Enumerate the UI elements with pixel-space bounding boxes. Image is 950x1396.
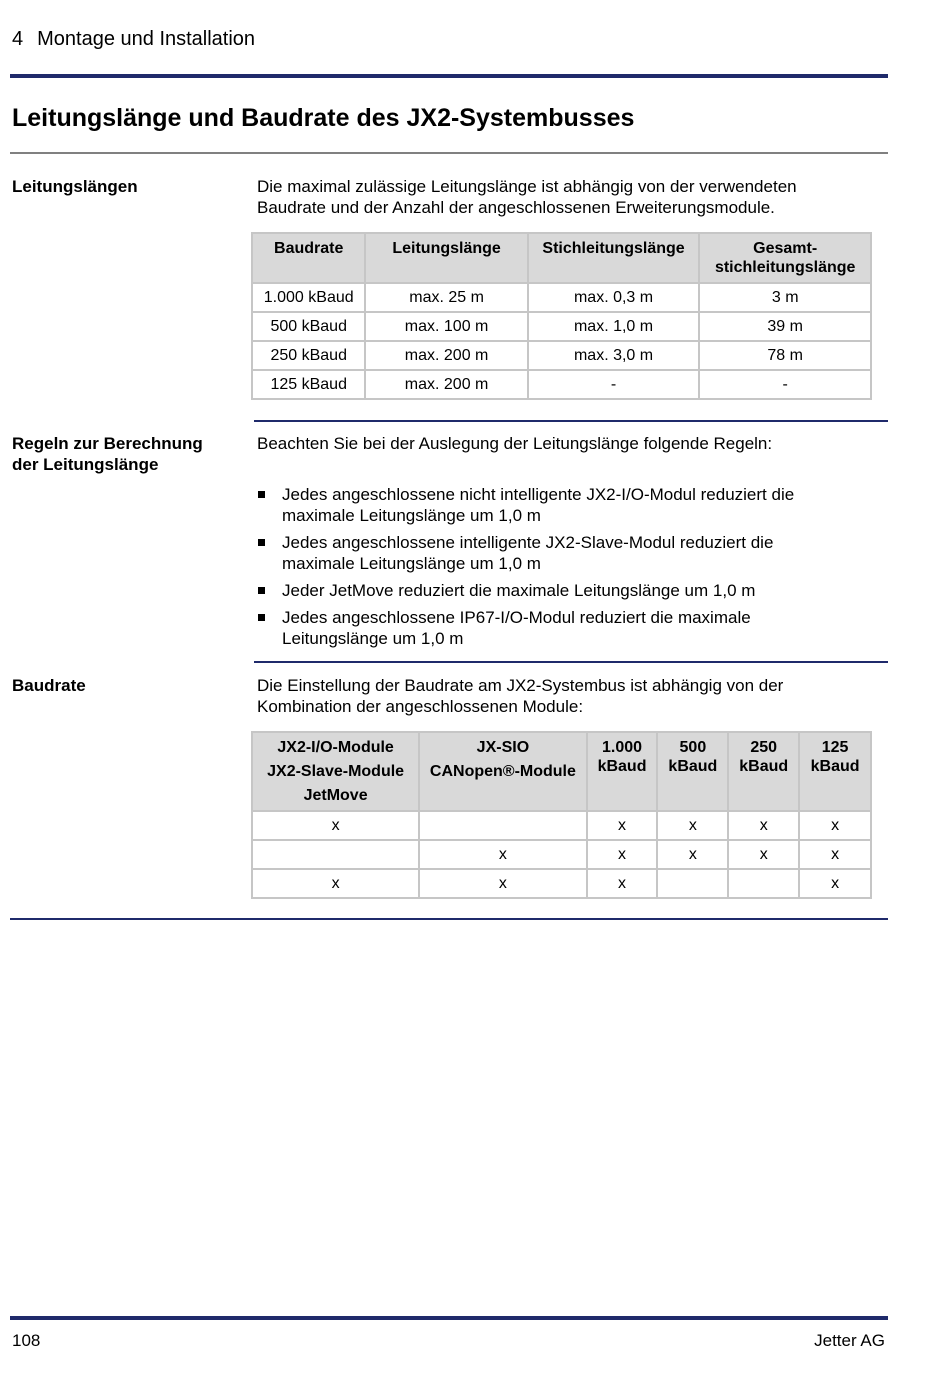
baudrate-text bbox=[257, 675, 877, 717]
header-line: CANopen®-Module bbox=[429, 763, 576, 780]
table-cell: - bbox=[699, 370, 871, 399]
header-line: JetMove bbox=[303, 787, 368, 804]
chapter-title: Montage und Installation bbox=[37, 28, 256, 50]
chapter-number: 4 bbox=[12, 28, 24, 50]
table-cell: x bbox=[587, 840, 658, 869]
table-cell: x bbox=[799, 869, 871, 898]
baudrate-table bbox=[251, 731, 872, 899]
table-cell: x bbox=[799, 811, 871, 840]
table-header-row bbox=[252, 233, 871, 283]
table-row bbox=[252, 370, 871, 399]
table-row bbox=[252, 840, 871, 869]
header-cell bbox=[419, 732, 586, 811]
footer-rule bbox=[10, 1316, 888, 1320]
text-line: Baudrate und der Anzahl der angeschlossenen Erweiterungsmodule. bbox=[257, 198, 775, 217]
table-cell: max. 100 m bbox=[365, 312, 527, 341]
header-line: kBaud bbox=[739, 758, 789, 775]
header-cell: Baudrate bbox=[252, 233, 365, 283]
header-line: 125 bbox=[821, 739, 849, 756]
item-line: Jedes angeschlossene intelligente JX2-Slave-Modul reduziert die bbox=[282, 533, 774, 552]
table-cell bbox=[728, 869, 799, 898]
header-cell bbox=[252, 732, 419, 811]
table-cell bbox=[419, 811, 586, 840]
table-cell: x bbox=[419, 840, 586, 869]
text-line: Die maximal zulässige Leitungslänge ist abhängig von der verwendeten bbox=[257, 177, 797, 196]
list-item bbox=[257, 607, 857, 649]
text-line: Die Einstellung der Baudrate am JX2-Systembus ist abhängig von der bbox=[257, 676, 784, 695]
item-line: maximale Leitungslänge um 1,0 m bbox=[282, 506, 541, 525]
table-cell: x bbox=[799, 840, 871, 869]
table-header-row bbox=[252, 732, 871, 811]
leitungslaengen-text bbox=[257, 176, 877, 218]
header-cell: Stichleitungslänge bbox=[528, 233, 700, 283]
chapter-heading bbox=[12, 28, 255, 51]
table-cell: x bbox=[587, 869, 658, 898]
list-item bbox=[257, 532, 857, 574]
leitungslaenge-table bbox=[251, 232, 872, 400]
block-divider bbox=[254, 661, 888, 663]
table-cell: x bbox=[728, 811, 799, 840]
square-bullet-icon bbox=[258, 491, 265, 498]
header-line: 500 bbox=[679, 739, 707, 756]
header-line: kBaud bbox=[668, 758, 718, 775]
table-cell: 39 m bbox=[699, 312, 871, 341]
label-line: Regeln zur Berechnung bbox=[12, 434, 203, 453]
table-cell: max. 1,0 m bbox=[528, 312, 700, 341]
label-line: der Leitungslänge bbox=[12, 455, 159, 474]
table-cell: x bbox=[657, 811, 728, 840]
table-cell: max. 0,3 m bbox=[528, 283, 700, 312]
item-line: Jedes angeschlossene nicht intelligente JX2-I/O-Modul reduziert die bbox=[282, 485, 795, 504]
table-cell: x bbox=[252, 811, 419, 840]
table-cell: x bbox=[657, 840, 728, 869]
header-line: 250 bbox=[750, 739, 778, 756]
page-number: 108 bbox=[12, 1331, 41, 1350]
table-row bbox=[252, 869, 871, 898]
square-bullet-icon bbox=[258, 614, 265, 621]
table-row bbox=[252, 811, 871, 840]
header-cell bbox=[657, 732, 728, 811]
rules-list bbox=[257, 484, 857, 655]
table-cell: x bbox=[728, 840, 799, 869]
table-cell: max. 200 m bbox=[365, 341, 527, 370]
table-cell: 125 kBaud bbox=[252, 370, 365, 399]
table-row bbox=[252, 341, 871, 370]
header-cell bbox=[699, 233, 871, 283]
table-cell: 1.000 kBaud bbox=[252, 283, 365, 312]
table-row bbox=[252, 312, 871, 341]
header-line: 1.000 bbox=[602, 739, 643, 756]
table-cell: 250 kBaud bbox=[252, 341, 365, 370]
baudrate-label: Baudrate bbox=[12, 676, 86, 695]
table-cell: 78 m bbox=[699, 341, 871, 370]
table-cell bbox=[657, 869, 728, 898]
table-cell: 500 kBaud bbox=[252, 312, 365, 341]
square-bullet-icon bbox=[258, 539, 265, 546]
block-divider bbox=[254, 420, 888, 422]
leitungslaengen-label: Leitungslängen bbox=[12, 177, 138, 196]
item-line: maximale Leitungslänge um 1,0 m bbox=[282, 554, 541, 573]
item-line: Leitungslänge um 1,0 m bbox=[282, 629, 464, 648]
header-line: JX2-Slave-Module bbox=[267, 763, 405, 780]
header-cell: Leitungslänge bbox=[365, 233, 527, 283]
square-bullet-icon bbox=[258, 587, 265, 594]
text-line: Kombination der angeschlossenen Module: bbox=[257, 697, 584, 716]
regeln-intro: Beachten Sie bei der Auslegung der Leitungslänge folgende Regeln: bbox=[257, 434, 773, 453]
header-cell bbox=[587, 732, 658, 811]
header-line: JX2-I/O-Module bbox=[277, 739, 394, 756]
section-divider bbox=[10, 152, 888, 154]
header-rule bbox=[10, 74, 888, 78]
table-row bbox=[252, 283, 871, 312]
table-cell: x bbox=[587, 811, 658, 840]
table-cell: max. 25 m bbox=[365, 283, 527, 312]
item-line: Jedes angeschlossene IP67-I/O-Modul reduziert die maximale bbox=[282, 608, 751, 627]
table-cell: max. 3,0 m bbox=[528, 341, 700, 370]
header-cell bbox=[728, 732, 799, 811]
header-line: Gesamt- bbox=[753, 240, 818, 257]
header-line: stichleitungslänge bbox=[714, 259, 856, 276]
table-cell: 3 m bbox=[699, 283, 871, 312]
header-cell bbox=[799, 732, 871, 811]
table-cell: x bbox=[419, 869, 586, 898]
table-cell bbox=[252, 840, 419, 869]
list-item bbox=[257, 580, 857, 601]
table-cell: x bbox=[252, 869, 419, 898]
section-title: Leitungslänge und Baudrate des JX2-Systembusses bbox=[12, 104, 635, 132]
list-item bbox=[257, 484, 857, 526]
table-cell: max. 200 m bbox=[365, 370, 527, 399]
header-line: JX-SIO bbox=[476, 739, 530, 756]
section-end-rule bbox=[10, 918, 888, 920]
header-line: kBaud bbox=[810, 758, 860, 775]
table-cell: - bbox=[528, 370, 700, 399]
company-name: Jetter AG bbox=[814, 1331, 885, 1350]
regeln-label bbox=[12, 433, 242, 475]
item-line: Jeder JetMove reduziert die maximale Leitungslänge um 1,0 m bbox=[282, 581, 756, 600]
header-line: kBaud bbox=[597, 758, 647, 775]
